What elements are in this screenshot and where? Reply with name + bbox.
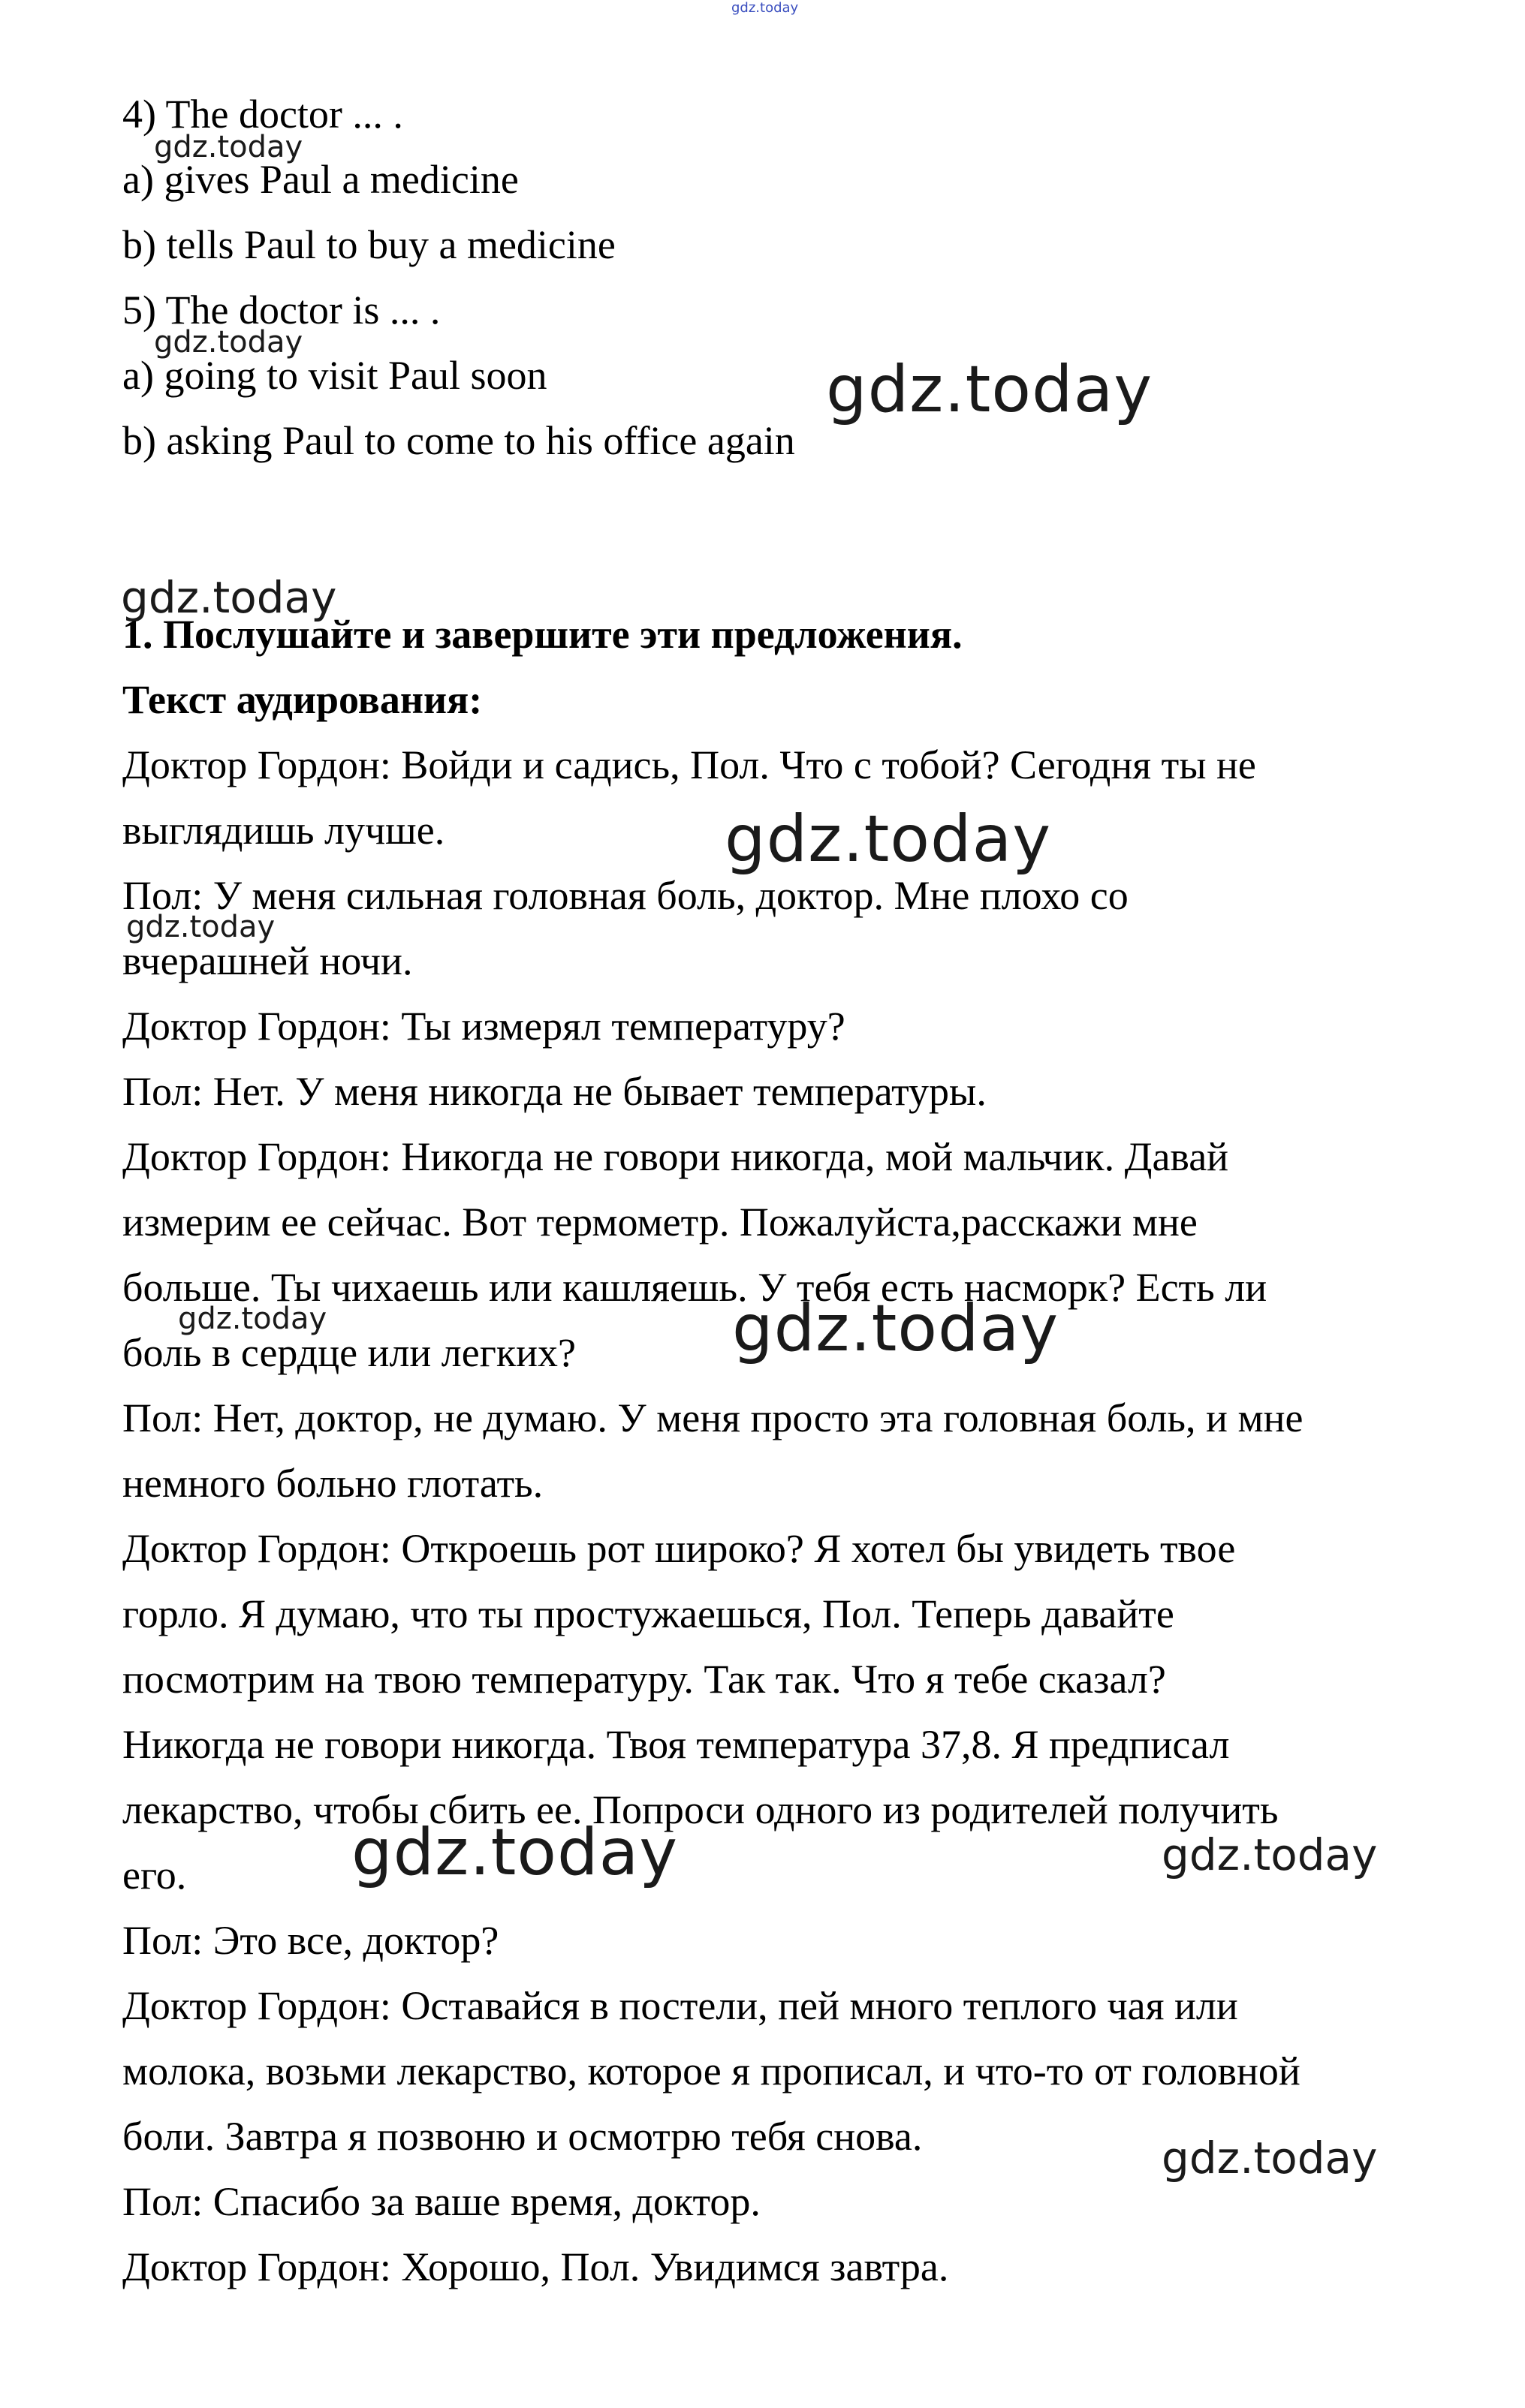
transcript-line: Доктор Гордон: Хорошо, Пол. Увидимся завтра. (122, 2244, 949, 2289)
watermark: gdz.today (1162, 2133, 1378, 2184)
watermark: gdz.today (154, 325, 303, 360)
watermark: gdz.today (126, 910, 276, 944)
answer-4a: a) gives Paul a medicine (122, 157, 519, 202)
exercise-title: 1. Послушайте и завершите эти предложения. (122, 612, 963, 657)
transcript-line: Никогда не говори никогда. Твоя температура 37,8. Я предписал (122, 1722, 1230, 1767)
transcript-line: горло. Я думаю, что ты простужаешься, Пол. Теперь давайте (122, 1591, 1174, 1636)
transcript-line: боли. Завтра я позвоню и осмотрю тебя снова. (122, 2114, 923, 2159)
transcript-line: немного больно глотать. (122, 1461, 544, 1506)
watermark: gdz.today (178, 1302, 327, 1336)
watermark: gdz.today (725, 802, 1052, 877)
transcript-line: Доктор Гордон: Войди и садись, Пол. Что с тобой? Сегодня ты не (122, 742, 1256, 787)
transcript-line: измерим ее сейчас. Вот термометр. Пожалуйста,расскажи мне (122, 1199, 1198, 1245)
watermark: gdz.today (1162, 1829, 1378, 1880)
transcript-line: боль в сердце или легких? (122, 1330, 576, 1375)
question-4: 4) The doctor ... . (122, 92, 403, 137)
transcript-line: больше. Ты чихаешь или кашляешь. У тебя есть насморк? Есть ли (122, 1265, 1267, 1310)
transcript-line: его. (122, 1853, 187, 1898)
transcript-line: посмотрим на твою температуру. Так так. Что я тебе сказал? (122, 1657, 1166, 1702)
transcript-line: молока, возьми лекарство, которое я прописал, и что-то от головной (122, 2048, 1300, 2093)
transcript-line: Пол: Спасибо за ваше время, доктор. (122, 2179, 761, 2224)
transcript-line: лекарство, чтобы сбить ее. Попроси одного из родителей получить (122, 1787, 1279, 1832)
transcript-line: Пол: Нет. У меня никогда не бывает температуры. (122, 1069, 987, 1114)
exercise-subtitle: Текст аудирования: (122, 677, 483, 722)
transcript-line: Доктор Гордон: Никогда не говори никогда, мой мальчик. Давай (122, 1134, 1229, 1179)
watermark-top: gdz.today (731, 0, 799, 16)
answer-5b: b) asking Paul to come to his office again (122, 418, 795, 463)
watermark: gdz.today (826, 352, 1153, 427)
transcript-line: выглядишь лучше. (122, 808, 445, 853)
transcript-line: Доктор Гордон: Откроешь рот широко? Я хотел бы увидеть твое (122, 1526, 1236, 1571)
transcript-line: Пол: У меня сильная головная боль, доктор. Мне плохо со (122, 873, 1129, 918)
watermark: gdz.today (154, 130, 303, 164)
transcript-line: вчерашней ночи. (122, 938, 413, 983)
answer-4b: b) tells Paul to buy a medicine (122, 222, 616, 267)
transcript-line: Пол: Нет, доктор, не думаю. У меня просто эта головная боль, и мне (122, 1395, 1303, 1440)
transcript-line: Пол: Это все, доктор? (122, 1918, 499, 1963)
question-5: 5) The doctor is ... . (122, 287, 441, 333)
watermark: gdz.today (351, 1815, 679, 1890)
watermark: gdz.today (121, 572, 337, 623)
transcript-line: Доктор Гордон: Ты измерял температуру? (122, 1004, 845, 1049)
watermark: gdz.today (732, 1291, 1059, 1366)
transcript-line: Доктор Гордон: Оставайся в постели, пей много теплого чая или (122, 1983, 1238, 2028)
answer-5a: a) going to visit Paul soon (122, 353, 547, 398)
